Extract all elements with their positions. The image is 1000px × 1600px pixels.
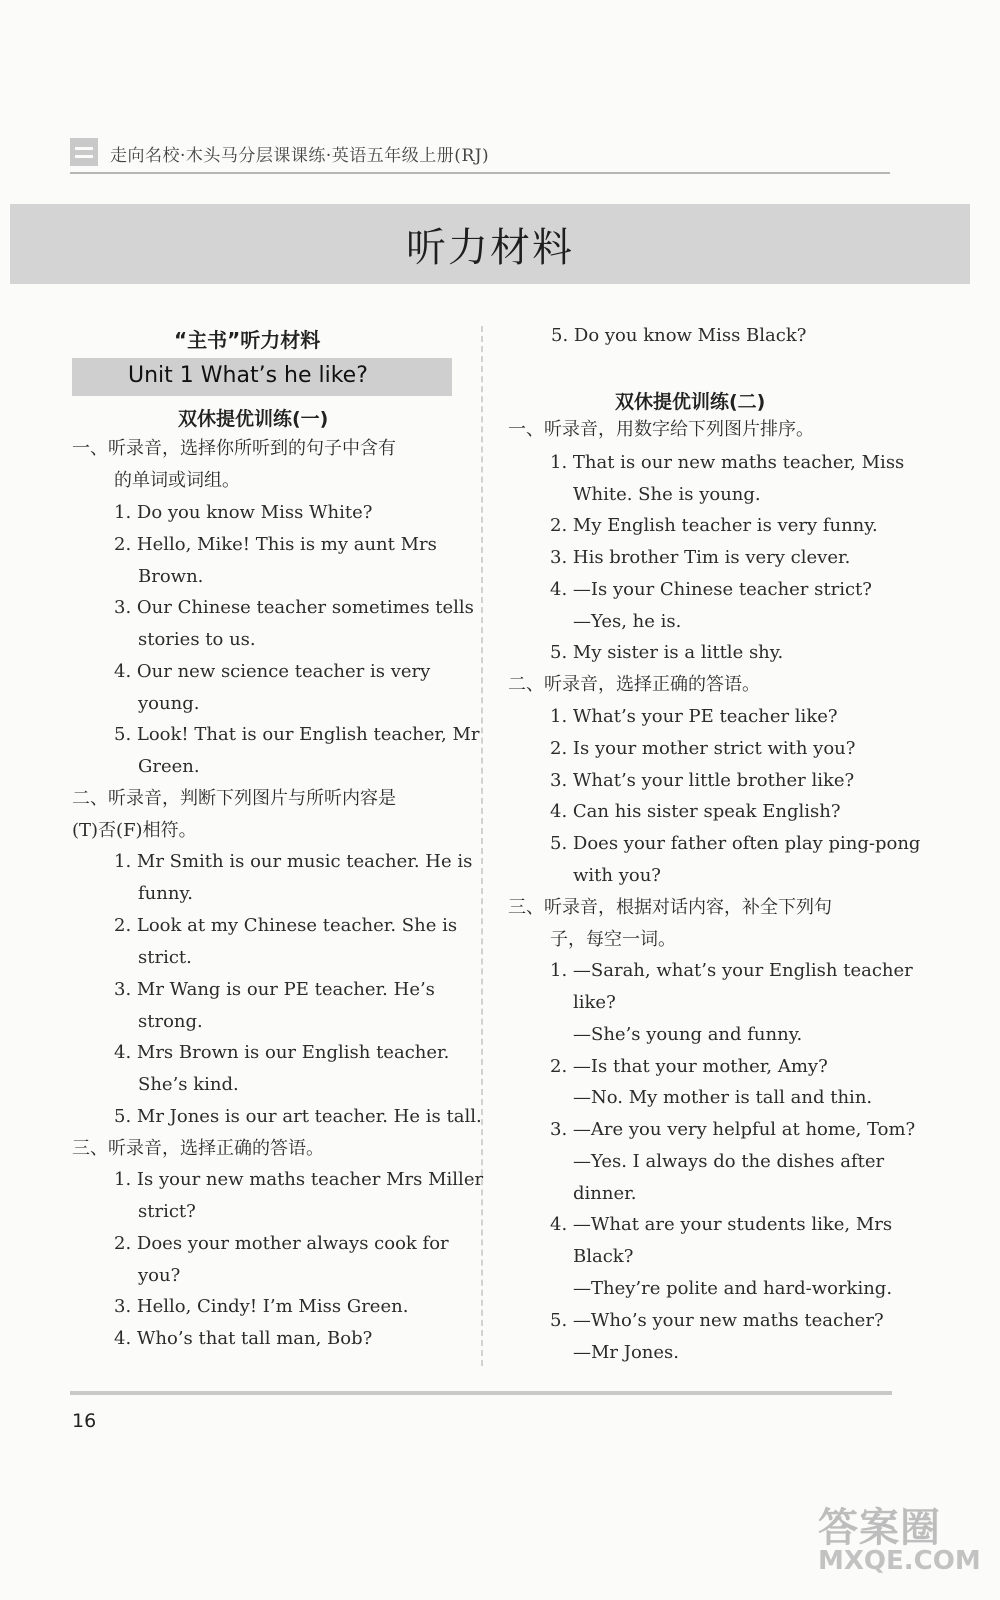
left-text-line: stories to us. — [138, 629, 256, 650]
left-text-line: 1. Do you know Miss White? — [114, 502, 373, 523]
left-text-line: 3. Hello, Cindy! I’m Miss Green. — [114, 1296, 409, 1317]
right-text-line: 二、听录音，选择正确的答语。 — [508, 674, 760, 695]
left-text-line: Green. — [138, 756, 200, 777]
left-text-line: 4. Mrs Brown is our English teacher. — [114, 1042, 450, 1063]
left-text-line: strict? — [138, 1201, 196, 1222]
right-text-line: 5. My sister is a little shy. — [550, 642, 784, 663]
right-text-line: with you? — [573, 865, 661, 886]
right-text-line: 3. His brother Tim is very clever. — [550, 547, 851, 568]
book-icon — [70, 138, 98, 166]
right-text-line: —Mr Jones. — [573, 1342, 680, 1363]
footer-rule — [70, 1391, 892, 1395]
unit-title: Unit 1 What’s he like? — [128, 363, 368, 388]
left-text-line: Brown. — [138, 566, 204, 587]
left-text-line: 1. Is your new maths teacher Mrs Miller — [114, 1169, 484, 1190]
right-text-line: 3. What’s your little brother like? — [550, 770, 855, 791]
right-text-line: 4. —What are your students like, Mrs — [550, 1214, 893, 1235]
right-text-line: 2. My English teacher is very funny. — [550, 515, 878, 536]
right-first-line: 5. Do you know Miss Black? — [551, 325, 807, 346]
watermark — [818, 1496, 981, 1576]
left-text-line: 5. Look! That is our English teacher, Mr — [114, 724, 480, 745]
right-text-line: —No. My mother is tall and thin. — [573, 1087, 873, 1108]
right-text-line: 一、听录音，用数字给下列图片排序。 — [508, 419, 814, 440]
right-text-line: 5. —Who’s your new maths teacher? — [550, 1310, 884, 1331]
right-text-line: 4. —Is your Chinese teacher strict? — [550, 579, 872, 600]
left-text-line: 2. Look at my Chinese teacher. She is — [114, 915, 458, 936]
right-text-line: 1. What’s your PE teacher like? — [550, 706, 838, 727]
left-text-line: strict. — [138, 947, 192, 968]
left-text-line: 1. Mr Smith is our music teacher. He is — [114, 851, 473, 872]
right-text-line: like? — [573, 992, 616, 1013]
left-text-line: you? — [138, 1265, 181, 1286]
right-text-line: 1. —Sarah, what’s your English teacher — [550, 960, 913, 981]
left-text-line: (T)否(F)相符。 — [72, 820, 197, 841]
left-text-line: 二、听录音，判断下列图片与所听内容是 — [72, 788, 396, 809]
watermark-logo: 答案圈 — [818, 1505, 941, 1551]
left-text-line: 的单词或词组。 — [114, 470, 240, 491]
left-text-line: 4. Who’s that tall man, Bob? — [114, 1328, 373, 1349]
header-text: 走向名校·木头马分层课课练·英语五年级上册(RJ) — [110, 146, 490, 166]
right-text-line: Black? — [573, 1246, 634, 1267]
left-text-line: 2. Does your mother always cook for — [114, 1233, 449, 1254]
right-text-line: dinner. — [573, 1183, 637, 1204]
right-text-line: —Yes, he is. — [573, 611, 682, 632]
left-text-line: strong. — [138, 1011, 203, 1032]
main-title: “主书”听力材料 — [174, 328, 321, 352]
right-text-line: —They’re polite and hard-working. — [573, 1278, 893, 1299]
right-text-line: —Yes. I always do the dishes after — [573, 1151, 885, 1172]
unit-bar — [72, 358, 452, 396]
left-subtitle: 双休提优训练(一) — [178, 408, 329, 430]
right-text-line: 2. —Is that your mother, Amy? — [550, 1056, 828, 1077]
right-text-line: 子，每空一词。 — [550, 929, 676, 950]
right-text-line: 4. Can his sister speak English? — [550, 801, 841, 822]
left-text-line: 一、听录音，选择你所听到的句子中含有 — [72, 438, 396, 459]
left-text-line: 3. Mr Wang is our PE teacher. He’s — [114, 979, 435, 1000]
column-divider — [481, 326, 483, 1366]
right-text-line: 3. —Are you very helpful at home, Tom? — [550, 1119, 916, 1140]
right-text-line: 1. That is our new maths teacher, Miss — [550, 452, 905, 473]
left-text-line: young. — [138, 693, 200, 714]
left-text-line: 三、听录音，选择正确的答语。 — [72, 1138, 324, 1159]
running-header — [70, 138, 890, 174]
watermark-url: MXQE.COM — [818, 1546, 981, 1576]
left-text-line: 2. Hello, Mike! This is my aunt Mrs — [114, 534, 437, 555]
left-text-line: 4. Our new science teacher is very — [114, 661, 431, 682]
left-text-line: She’s kind. — [138, 1074, 239, 1095]
banner-title: 听力材料 — [406, 225, 574, 271]
left-text-line: 5. Mr Jones is our art teacher. He is tall. — [114, 1106, 482, 1127]
left-text-line: funny. — [138, 883, 193, 904]
right-text-line: White. She is young. — [573, 484, 761, 505]
right-text-line: 2. Is your mother strict with you? — [550, 738, 856, 759]
page-number: 16 — [72, 1410, 97, 1432]
right-text-line: 5. Does your father often play ping-pong — [550, 833, 921, 854]
left-text-line: 3. Our Chinese teacher sometimes tells — [114, 597, 474, 618]
section-banner — [10, 204, 970, 284]
right-subtitle: 双休提优训练(二) — [615, 391, 766, 413]
right-text-line: 三、听录音，根据对话内容，补全下列句 — [508, 897, 832, 918]
right-text-line: —She’s young and funny. — [573, 1024, 803, 1045]
